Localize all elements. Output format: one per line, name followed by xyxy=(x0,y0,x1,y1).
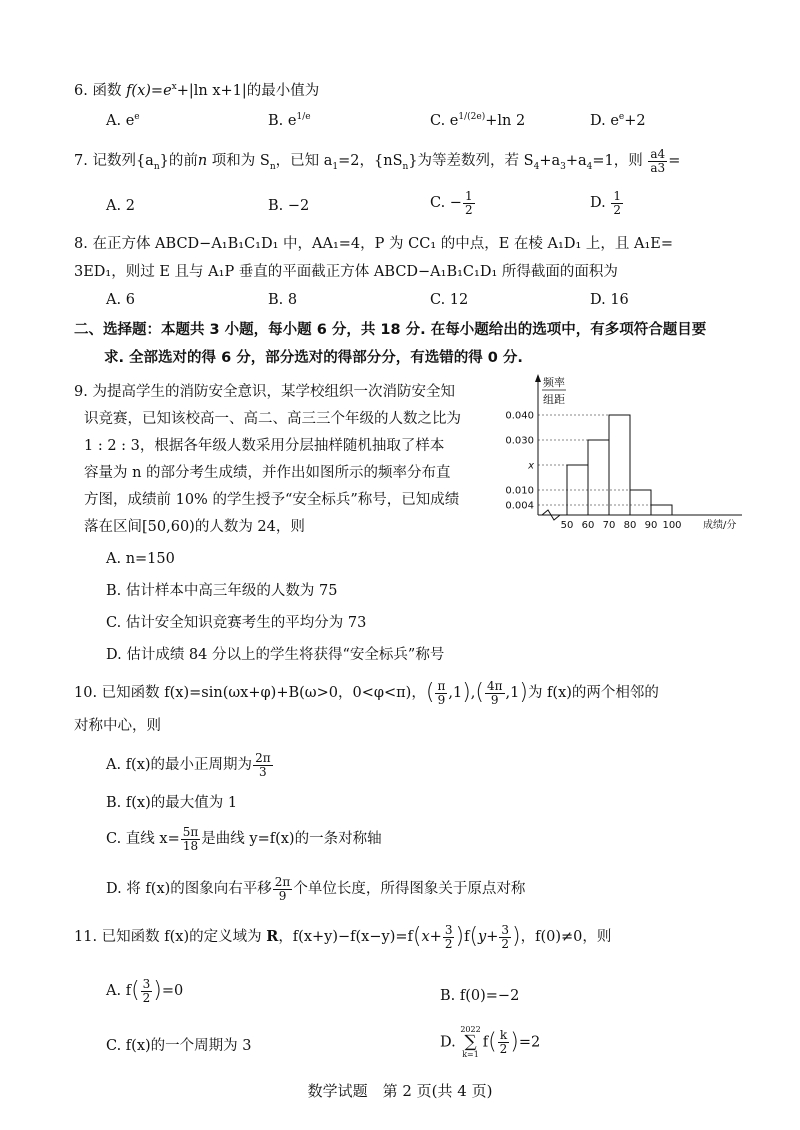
frequency-histogram xyxy=(490,370,750,540)
q8-option-d: D. 16 xyxy=(590,292,629,308)
y-axis-arrow xyxy=(535,374,541,382)
x-axis-label: 成绩/分 xyxy=(703,520,737,531)
summation-symbol: 2022 ∑ k=1 xyxy=(460,1025,481,1059)
q7-option-c: C. − $\frac{1}{2}$ xyxy=(430,189,473,217)
q9-line-3: 1 : 2 : 3，根据各年级人数采用分层抽样随机抽取了样本 xyxy=(84,438,445,454)
q6-option-a: A. $e^e$ xyxy=(106,112,140,129)
histogram-bar xyxy=(609,415,630,515)
x-tick-label: 60 xyxy=(581,520,595,531)
histogram-bar xyxy=(651,505,672,515)
y-tick-label: 0.010 xyxy=(505,485,534,497)
y-tick-label: 0.040 xyxy=(505,410,534,422)
q10-option-a: A. f(x)的最小正周期为 $\frac{2\pi}{3}$ xyxy=(106,751,271,779)
q9-option-b: B. 估计样本中高三年级的人数为 75 xyxy=(106,583,338,599)
q10-option-b: B. f(x)的最大值为 1 xyxy=(106,795,238,811)
q6-option-d: D. $e^e+2$ xyxy=(590,112,646,129)
section-2-heading-line-1: 二、选择题：本题共 3 小题，每小题 6 分，共 18 分. 在每小题给出的选项中，有多项符合题目要 xyxy=(74,322,707,338)
histogram-bar xyxy=(588,440,609,515)
q9-line-6: 落在区间[50,60)的人数为 24，则 xyxy=(84,519,305,535)
q11-option-a: A. f( $\frac{3}{2}$ )=0 xyxy=(106,977,184,1005)
q10-option-c: C. 直线 x= $\frac{5\pi}{18}$ 是曲线 y=f(x)的一条对称轴 xyxy=(106,825,382,853)
q9-line-4: 容量为 n 的部分考生成绩，并作出如图所示的频率分布直 xyxy=(84,465,451,481)
y-tick-label: 0.030 xyxy=(505,435,534,447)
q8-option-a: A. 6 xyxy=(106,292,135,308)
q11-option-d: D. 2022 ∑ k=1 f( $\frac{k}{2}$ )=2 xyxy=(440,1025,541,1059)
q6-option-c: C. $e^{1/(2e)}+\ln$ 2 xyxy=(430,112,526,129)
q9-option-d: D. 估计成绩 84 分以上的学生将获得“安全标兵”称号 xyxy=(106,647,445,663)
q11-option-c: C. f(x)的一个周期为 3 xyxy=(106,1038,252,1054)
q7-option-a: A. 2 xyxy=(106,198,135,214)
x-tick-label: 100 xyxy=(662,520,682,531)
q7-ratio-fraction: $\frac{a4}{a3}$ xyxy=(650,147,666,175)
q6-stem: 6. 函数 $f(x)=e^x+|\ln$ x+1|的最小值为 xyxy=(74,82,320,99)
q7-option-d: D. $\frac{1}{2}$ xyxy=(590,189,621,217)
y-axis-label-bottom: 组距 xyxy=(543,393,565,406)
q10-line-2: 对称中心，则 xyxy=(74,718,161,734)
y-axis-label-top: 频率 xyxy=(543,376,565,389)
x-tick-label: 80 xyxy=(623,520,637,531)
section-2-heading-line-2: 求. 全部选对的得 6 分，部分选对的得部分分，有选错的得 0 分. xyxy=(104,350,523,366)
q10-option-d: D. 将 f(x)的图象向右平移 $\frac{2\pi}{9}$ 个单位长度，所得图象关于原点对称 xyxy=(106,875,526,903)
x-tick-label: 90 xyxy=(644,520,658,531)
q11-stem: 11. 已知函数 f(x)的定义域为 R，f(x+y)−f(x−y)=f(x+ $\frac{3}{2}$ )f(y+ $\frac{3}{2}$ )，f(0)≠0，则 xyxy=(74,923,612,951)
q8-line-2: 3ED₁，则过 E 且与 A₁P 垂直的平面截正方体 ABCD−A₁B₁C₁D₁ 所得截面的面积为 xyxy=(74,264,618,280)
q10-stem: 10. 已知函数 f(x)=sin(ωx+φ)+B(ω>0，0<φ<π)，( $\frac{\pi}{9}$ ,1),( $\frac{4\pi}{9}$ ,1)为 f(x)的两个相邻的 xyxy=(74,679,659,707)
q11-option-b: B. f(0)=−2 xyxy=(440,988,520,1004)
histogram-bar xyxy=(630,490,651,515)
x-tick-label: 70 xyxy=(602,520,616,531)
q8-line-1: 8. 在正方体 ABCD−A₁B₁C₁D₁ 中，AA₁=4，P 为 CC₁ 的中点，E 在棱 A₁D₁ 上，且 A₁E= xyxy=(74,236,674,252)
y-tick-label: 0.004 xyxy=(505,500,534,512)
page-footer: 数学试题 第 2 页(共 4 页) xyxy=(307,1082,493,1100)
q9-line-2: 识竞赛，已知该校高一、高二、高三三个年级的人数之比为 xyxy=(84,411,461,427)
q6-option-b: B. $e^{1/e}$ xyxy=(268,112,311,129)
q9-option-c: C. 估计安全知识竞赛考生的平均分为 73 xyxy=(106,615,367,631)
q7-stem: 7. 记数列$\{a_n\}$的前n 项和为 $S_n$，已知 $a_1=2$，$\{nS_n\}$为等差数列，若 $S_4+a_3+a_4=1$，则 $\frac{a4}{a3}$ = xyxy=(74,147,681,175)
q8-option-b: B. 8 xyxy=(268,292,298,308)
q7-option-b: B. −2 xyxy=(268,198,310,214)
q9-line-5: 方图，成绩前 10% 的学生授予“安全标兵”称号，已知成绩 xyxy=(84,492,460,508)
y-tick-label: x xyxy=(528,460,534,472)
q9-line-1: 9. 为提高学生的消防安全意识，某学校组织一次消防安全知 xyxy=(74,384,455,400)
x-tick-label: 50 xyxy=(560,520,574,531)
q8-option-c: C. 12 xyxy=(430,292,469,308)
q9-option-a: A. n=150 xyxy=(106,551,175,567)
